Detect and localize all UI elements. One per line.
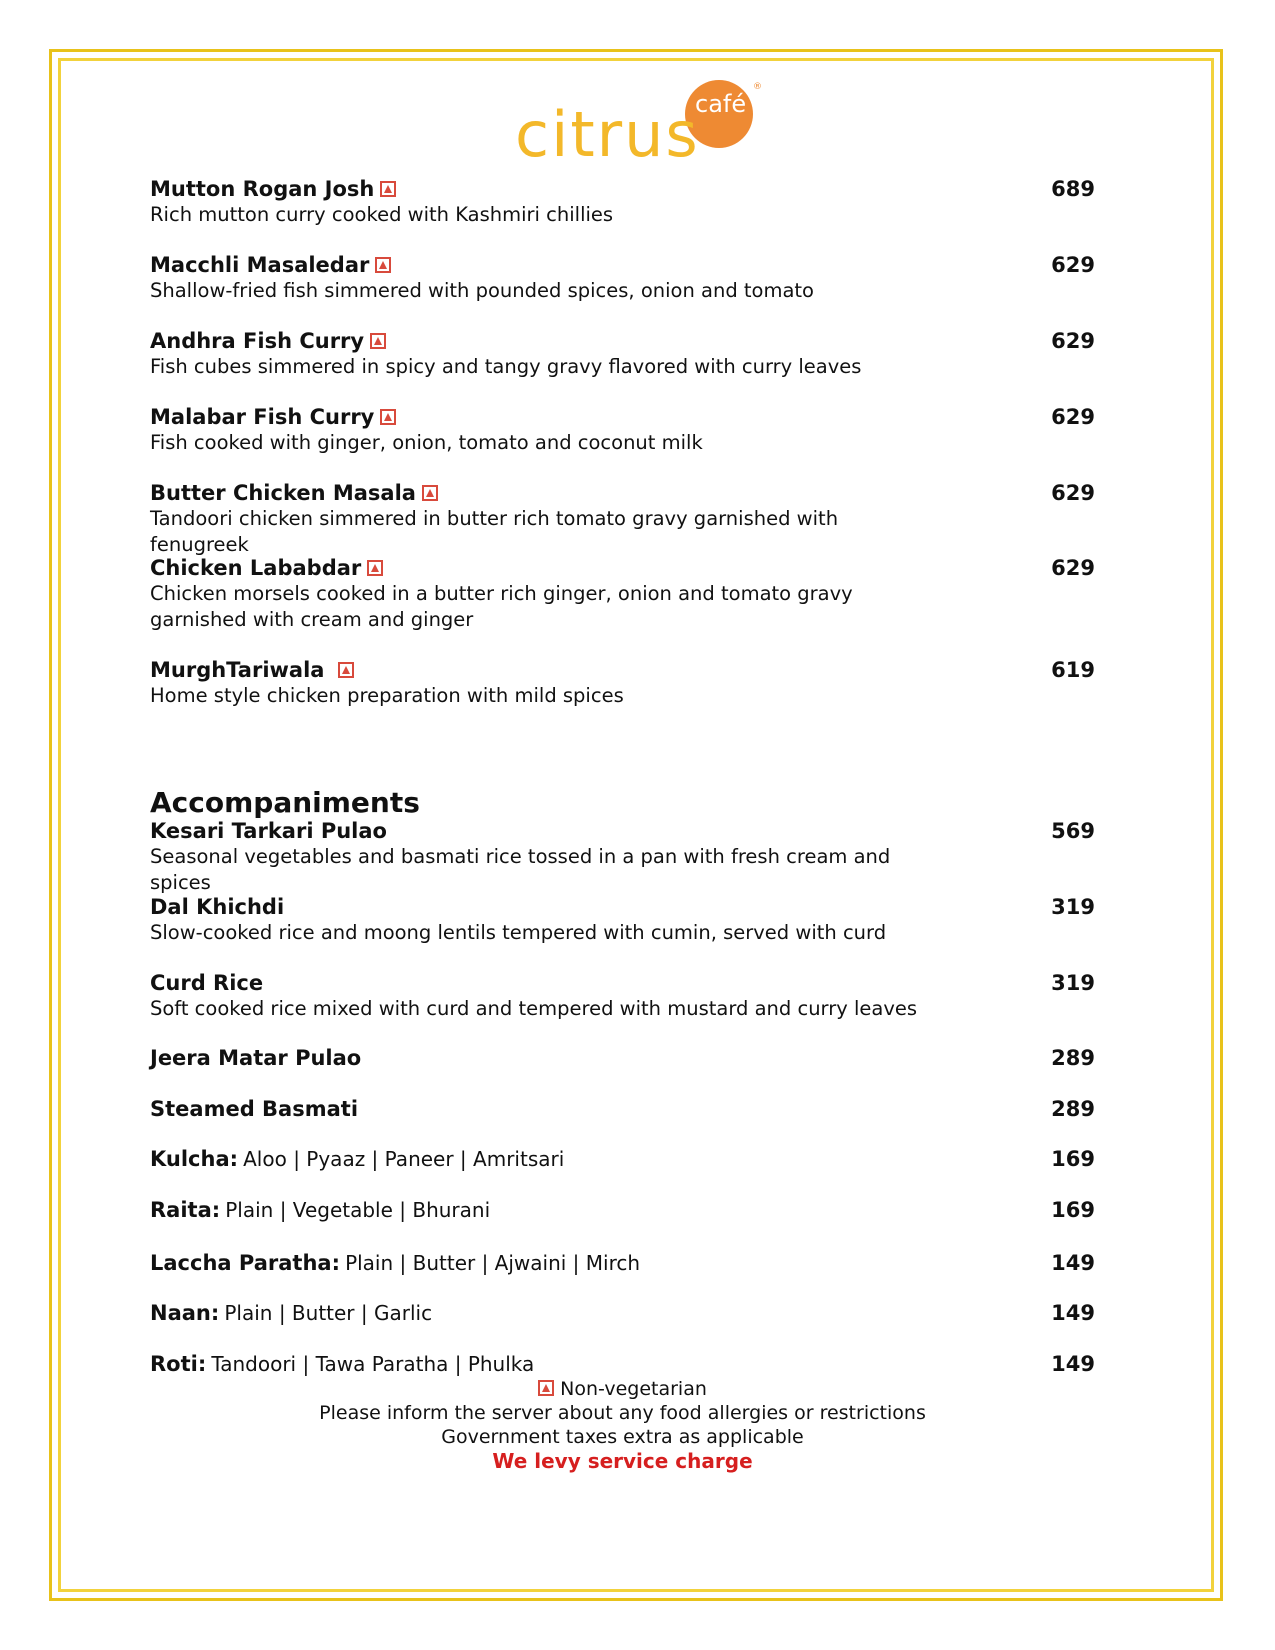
item-name: Mutton Rogan Josh [150, 177, 375, 201]
item-price: 619 [1051, 658, 1095, 682]
non-veg-legend [150, 1377, 1095, 1401]
item-price: 149 [1051, 1301, 1095, 1325]
item-price: 689 [1051, 177, 1095, 201]
item-description: Fish cubes simmered in spicy and tangy gravy flavored with curry leaves [150, 355, 862, 378]
item-name: Malabar Fish Curry [150, 405, 375, 429]
non-veg-icon [367, 560, 383, 576]
menu-item [150, 894, 1095, 946]
menu-item [150, 328, 1095, 380]
item-price: 169 [1051, 1198, 1095, 1222]
menu-item [150, 970, 1095, 1022]
item-price: 319 [1051, 971, 1095, 995]
non-veg-icon [380, 181, 396, 197]
legend-text: Non-vegetarian [560, 1378, 707, 1400]
non-veg-icon [338, 662, 354, 678]
item-price: 149 [1051, 1251, 1095, 1275]
item-description: Chicken morsels cooked in a butter rich ginger, onion and tomato gravy garnished with cream and ginger [150, 582, 853, 631]
item-options: Plain | Vegetable | Bhurani [225, 1198, 491, 1222]
item-name: Butter Chicken Masala [150, 481, 416, 505]
item-name: Andhra Fish Curry [150, 329, 365, 353]
item-name: Kulcha: [150, 1147, 239, 1171]
menu-item [150, 1045, 1095, 1071]
logo-wordmark: citrus [515, 98, 700, 171]
menu-item [150, 404, 1095, 456]
item-name: Macchli Masaledar [150, 253, 370, 277]
menu-item [150, 176, 1095, 228]
menu-item [150, 252, 1095, 304]
item-price: 319 [1051, 895, 1095, 919]
item-price: 629 [1051, 329, 1095, 353]
item-description: Fish cooked with ginger, onion, tomato and coconut milk [150, 431, 703, 454]
menu-item [150, 555, 1095, 633]
non-veg-icon [538, 1380, 554, 1396]
item-description: Home style chicken preparation with mild spices [150, 684, 624, 707]
item-description: Tandoori chicken simmered in butter rich tomato gravy garnished with fenugreek [150, 507, 839, 556]
menu-item [150, 480, 1095, 558]
item-name: Chicken Lababdar [150, 556, 362, 580]
menu-item [150, 1096, 1095, 1122]
logo-cafe-text: café [695, 90, 747, 118]
section-title: Accompaniments [150, 786, 420, 819]
item-options: Plain | Butter | Ajwaini | Mirch [345, 1251, 641, 1275]
menu-item [150, 1300, 1095, 1326]
item-description: Seasonal vegetables and basmati rice tossed in a pan with fresh cream and spices [150, 845, 891, 894]
item-name: Jeera Matar Pulao [150, 1046, 362, 1070]
menu-item [150, 1146, 1095, 1172]
item-price: 289 [1051, 1046, 1095, 1070]
allergy-note: Please inform the server about any food allergies or restrictions [319, 1402, 926, 1424]
item-price: 629 [1051, 253, 1095, 277]
menu-item [150, 818, 1095, 896]
service-charge-note: We levy service charge [492, 1449, 753, 1473]
item-name: MurghTariwala [150, 658, 325, 682]
item-description: Slow-cooked rice and moong lentils tempered with cumin, served with curd [150, 921, 887, 944]
non-veg-icon [375, 257, 391, 273]
item-price: 629 [1051, 481, 1095, 505]
item-options: Plain | Butter | Garlic [224, 1301, 433, 1325]
citrus-cafe-logo [515, 80, 775, 172]
item-description: Rich mutton curry cooked with Kashmiri chillies [150, 203, 614, 226]
item-price: 169 [1051, 1147, 1095, 1171]
non-veg-icon [370, 333, 386, 349]
item-name: Roti: [150, 1352, 207, 1376]
taxes-note: Government taxes extra as applicable [441, 1426, 804, 1448]
item-name: Steamed Basmati [150, 1097, 359, 1121]
item-name: Laccha Paratha: [150, 1251, 340, 1275]
item-name: Naan: [150, 1301, 220, 1325]
menu-item [150, 1197, 1095, 1223]
item-description: Shallow-fried fish simmered with pounded spices, onion and tomato [150, 279, 814, 302]
item-description: Soft cooked rice mixed with curd and tempered with mustard and curry leaves [150, 997, 918, 1020]
menu-item [150, 1250, 1095, 1276]
item-price: 569 [1051, 819, 1095, 843]
item-price: 149 [1051, 1352, 1095, 1376]
item-price: 629 [1051, 405, 1095, 429]
non-veg-icon [380, 409, 396, 425]
item-options: Aloo | Pyaaz | Paneer | Amritsari [243, 1147, 565, 1171]
item-options: Tandoori | Tawa Paratha | Phulka [211, 1352, 535, 1376]
logo-registered-mark: ® [753, 82, 762, 92]
item-name: Raita: [150, 1198, 221, 1222]
item-price: 289 [1051, 1097, 1095, 1121]
non-veg-icon [422, 485, 438, 501]
item-name: Kesari Tarkari Pulao [150, 819, 387, 843]
menu-item [150, 657, 1095, 709]
item-name: Curd Rice [150, 971, 264, 995]
item-price: 629 [1051, 556, 1095, 580]
item-name: Dal Khichdi [150, 895, 285, 919]
menu-item [150, 1351, 1095, 1377]
